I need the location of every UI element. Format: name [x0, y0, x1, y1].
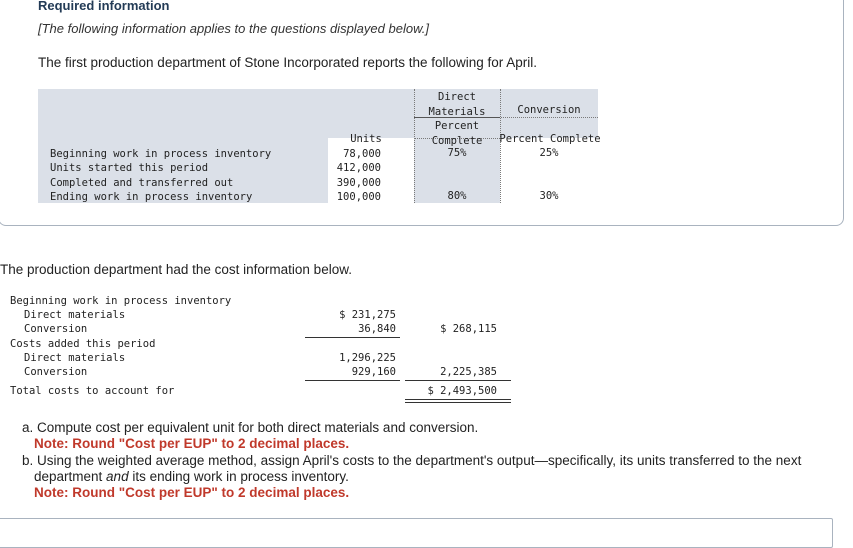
beg-total-value: $ 268,115	[440, 323, 497, 335]
row-label-0: Beginning work in process inventory	[50, 148, 272, 160]
beg-conv-value: 36,840	[358, 323, 396, 335]
question-b-note: Note: Round "Cost per EUP" to 2 decimal places.	[34, 485, 350, 500]
add-conv-value: 929,160	[351, 366, 396, 378]
cost-section-title: The production department had the cost information below.	[0, 262, 352, 277]
dm-header-line-4: Complete	[431, 134, 483, 147]
beg-dm-label: Direct materials	[24, 309, 126, 321]
add-dm-value: 1,296,225	[339, 352, 396, 364]
production-table	[38, 89, 601, 203]
row-conv-0: 25%	[539, 147, 559, 159]
beg-conv-label: Conversion	[24, 323, 88, 335]
row-dm-3: 80%	[447, 190, 467, 202]
total-costs-label: Total costs to account for	[10, 385, 175, 397]
row-label-2: Completed and transferred out	[50, 176, 234, 189]
question-b-part-1: department	[34, 469, 107, 484]
question-b-part-2: its ending work in process inventory.	[128, 469, 349, 484]
row-label-3: Ending work in process inventory	[50, 190, 253, 203]
row-label-1: Units started this period	[50, 162, 209, 175]
row-units-3: 100,000	[336, 190, 381, 203]
row-units-1: 412,000	[336, 162, 381, 175]
add-dm-label: Direct materials	[24, 352, 126, 364]
row-units-2: 390,000	[336, 176, 381, 189]
question-b-continued	[22, 469, 842, 485]
conversion-header: Conversion	[517, 104, 581, 116]
dm-header-line-3: Percent	[434, 120, 480, 132]
add-conv-label: Conversion	[24, 366, 88, 378]
add-total-value: 2,225,385	[440, 366, 497, 378]
intro-note: [The following information applies to the questions displayed below.]	[38, 21, 429, 36]
dm-header-line-1: Direct	[438, 91, 476, 103]
conversion-subheader: Percent Complete	[499, 133, 601, 145]
question-a-note: Note: Round "Cost per EUP" to 2 decimal places.	[34, 436, 350, 451]
row-conv-3: 30%	[539, 190, 559, 202]
beginning-wip-label: Beginning work in process inventory	[10, 295, 232, 307]
total-costs-value: $ 2,493,500	[427, 385, 497, 397]
beg-dm-value: $ 231,275	[339, 309, 396, 321]
dm-header-line-2: Materials	[428, 105, 486, 118]
lead-text: The first production department of Stone Incorporated reports the following for April.	[38, 55, 538, 70]
costs-added-label: Costs added this period	[10, 338, 156, 350]
required-info-title: Required information	[38, 0, 170, 13]
row-dm-0: 75%	[447, 147, 467, 159]
question-b-emphasis: and	[106, 469, 129, 484]
units-header: Units	[350, 133, 382, 145]
answer-panel-edge	[0, 518, 833, 548]
question-a: a. Compute cost per equivalent unit for both direct materials and conversion.	[22, 420, 479, 435]
row-units-0: 78,000	[343, 148, 381, 160]
question-b: b. Using the weighted average method, assign April's costs to the department's output—specifically, its units transferred to the next	[22, 453, 802, 468]
